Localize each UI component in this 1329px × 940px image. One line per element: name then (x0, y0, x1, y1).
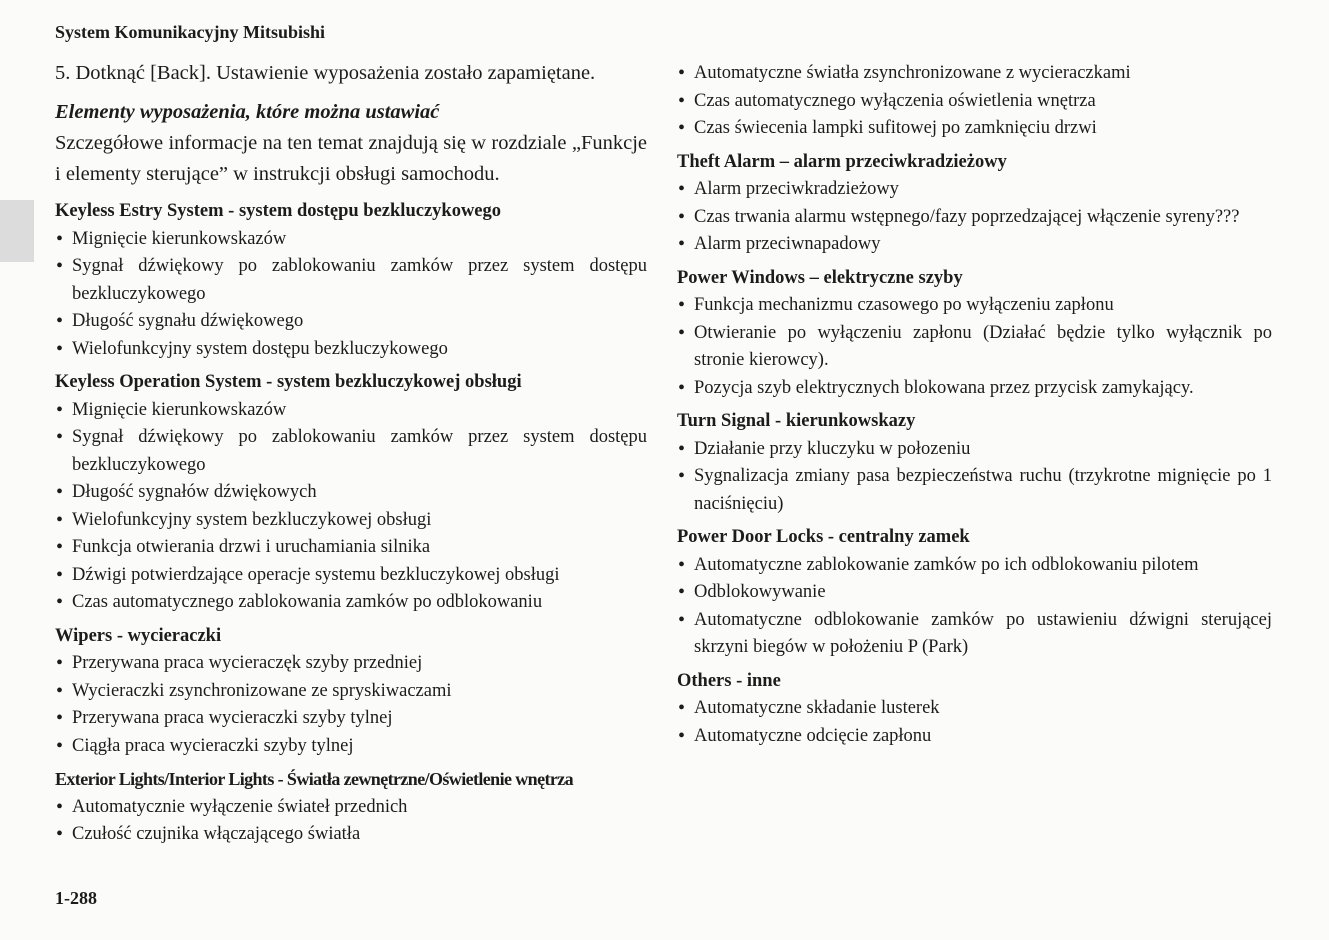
list-item: • Funkcja mechanizmu czasowego po wyłączeniu zapłonu (677, 292, 1272, 320)
list-item: • Alarm przeciwkradzieżowy (677, 176, 1272, 204)
list-item: • Pozycja szyb elektrycznych blokowana przez przycisk zamykający. (677, 375, 1272, 403)
bullet-list (55, 650, 647, 760)
section (55, 198, 647, 363)
list-item: • Dźwigi potwierdzające operacje systemu bezkluczykowej obsługi (55, 562, 647, 590)
section-title: Power Door Locks - centralny zamek (677, 527, 970, 547)
section (677, 408, 1272, 518)
section (677, 668, 1272, 751)
bullet-list (677, 60, 1272, 143)
bullet-list (677, 695, 1272, 750)
bullet-list (677, 436, 1272, 519)
list-item: • Działanie przy kluczyku w połozeniu (677, 436, 1272, 464)
intro-text: Szczegółowe informacje na ten temat znajdują się w rozdziale „Funkcje i elementy sterujące” w instrukcji obsługi samochodu. (55, 132, 647, 185)
right-column (677, 60, 1272, 756)
intro-block (55, 58, 647, 190)
list-item: • Otwieranie po wyłączeniu zapłonu (Działać będzie tylko wyłącznik po stronie kierowcy). (677, 320, 1272, 375)
intro-heading: Elementy wyposażenia, które można ustawiać (55, 101, 440, 123)
list-item: • Automatyczne światła zsynchronizowane z wycieraczkami (677, 60, 1272, 88)
section-title: Power Windows – elektryczne szyby (677, 267, 963, 288)
page-edge-tab (0, 200, 34, 262)
right-sections (677, 60, 1272, 750)
list-item: • Mignięcie kierunkowskazów (55, 397, 647, 425)
bullet-list (55, 397, 647, 617)
list-item: • Automatyczne odblokowanie zamków po ustawieniu dźwigni sterującej skrzyni biegów w położeniu P (Park) (677, 607, 1272, 662)
section (677, 524, 1272, 662)
section (677, 60, 1272, 143)
list-item: • Czułość czujnika włączającego światła (55, 821, 647, 849)
section-title: Keyless Estry System - system dostępu bezkluczykowego (55, 201, 502, 221)
list-item: • Mignięcie kierunkowskazów (55, 226, 647, 254)
list-item: • Odblokowywanie (677, 579, 1272, 607)
list-item: • Czas trwania alarmu wstępnego/fazy poprzedzającej włączenie syreny??? (677, 204, 1272, 232)
list-item: • Wielofunkcyjny system dostępu bezkluczykowego (55, 336, 647, 364)
list-item: • Czas świecenia lampki sufitowej po zamknięciu drzwi (677, 115, 1272, 143)
list-item: • Automatyczne składanie lusterek (677, 695, 1272, 723)
section-title: Wipers - wycieraczki (55, 625, 222, 646)
list-item: • Alarm przeciwnapadowy (677, 231, 1272, 259)
list-item: • Wycieraczki zsynchronizowane ze spryskiwaczami (55, 678, 647, 706)
section-title: Keyless Operation System - system bezkluczykowej obsługi (55, 372, 522, 392)
list-item: • Automatyczne zablokowanie zamków po ich odblokowaniu pilotem (677, 552, 1272, 580)
section-title: Others - inne (677, 670, 781, 691)
bullet-list (677, 176, 1272, 259)
section (677, 149, 1272, 259)
section (55, 369, 647, 617)
section-title: Turn Signal - kierunkowskazy (677, 411, 916, 431)
left-column (55, 58, 647, 855)
list-item: • Czas automatycznego wyłączenia oświetlenia wnętrza (677, 88, 1272, 116)
left-sections (55, 198, 647, 849)
list-item: • Automatycznie wyłączenie świateł przednich (55, 794, 647, 822)
section-title: Theft Alarm – alarm przeciwkradzieżowy (677, 151, 1007, 172)
bullet-list (677, 292, 1272, 402)
page-number: 1-288 (55, 888, 97, 908)
list-item: • Ciągła praca wycieraczki szyby tylnej (55, 733, 647, 761)
list-item: • Czas automatycznego zablokowania zamków po odblokowaniu (55, 589, 647, 617)
section (677, 265, 1272, 403)
list-item: • Sygnalizacja zmiany pasa bezpieczeństwa ruchu (trzykrotne mignięcie po 1 naciśnięciu) (677, 463, 1272, 518)
list-item: • Automatyczne odcięcie zapłonu (677, 723, 1272, 751)
list-item: • Funkcja otwierania drzwi i uruchamiania silnika (55, 534, 647, 562)
list-item: • Sygnał dźwiękowy po zablokowaniu zamków przez system dostępu bezkluczykowego (55, 253, 647, 308)
bullet-list (55, 794, 647, 849)
list-item: • Długość sygnału dźwiękowego (55, 308, 647, 336)
list-item: • Długość sygnałów dźwiękowych (55, 479, 647, 507)
bullet-list (55, 226, 647, 364)
bullet-list (677, 552, 1272, 662)
section (55, 623, 647, 761)
list-item: • Przerywana praca wycieraczęk szyby przedniej (55, 650, 647, 678)
intro-step: 5. Dotknąć [Back]. Ustawienie wyposażenia zostało zapamiętane. (55, 62, 596, 84)
list-item: • Przerywana praca wycieraczki szyby tylnej (55, 705, 647, 733)
list-item: • Sygnał dźwiękowy po zablokowaniu zamków przez system dostępu bezkluczykowego (55, 424, 647, 479)
list-item: • Wielofunkcyjny system bezkluczykowej obsługi (55, 507, 647, 535)
section-title: Exterior Lights/Interior Lights - Światła zewnętrzne/Oświetlenie wnętrza (55, 769, 574, 789)
section (55, 766, 647, 849)
running-header: System Komunikacyjny Mitsubishi (55, 22, 326, 42)
